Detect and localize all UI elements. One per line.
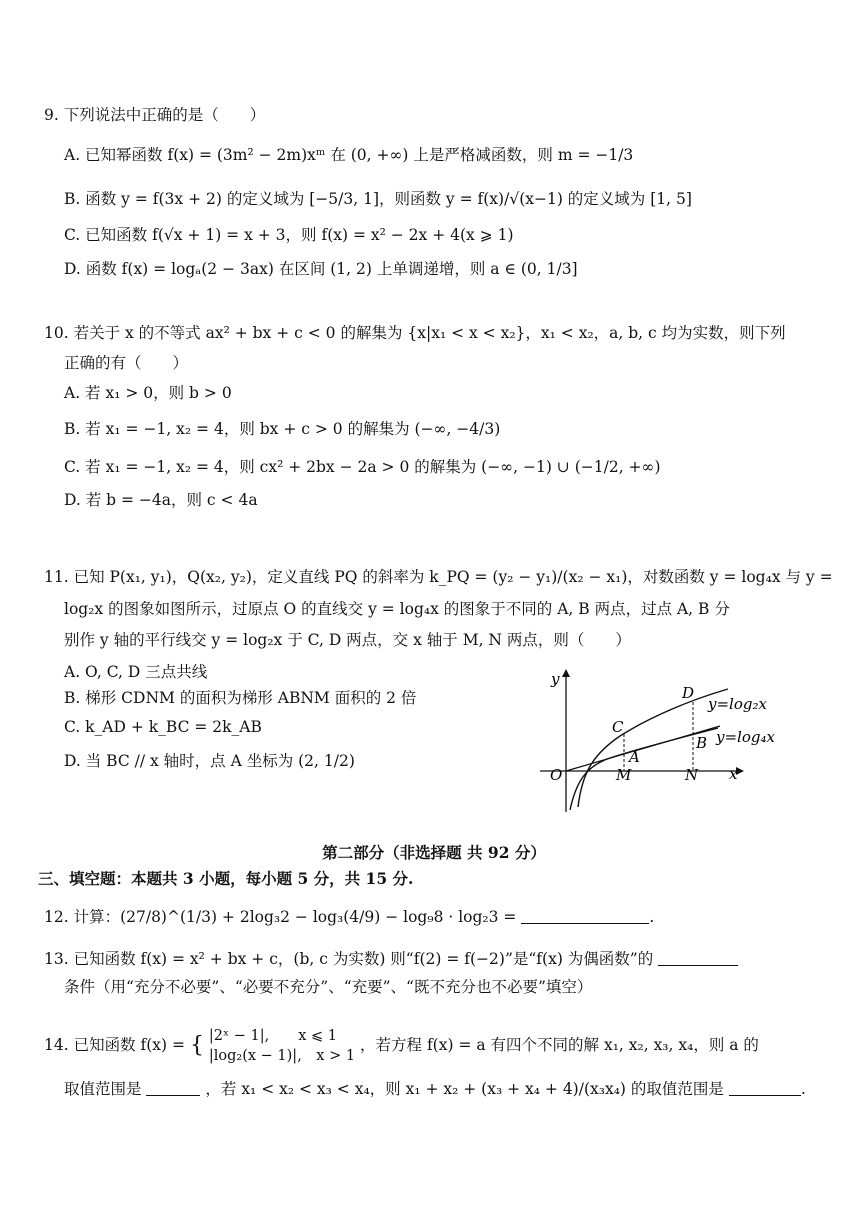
y-axis-arrow bbox=[562, 669, 570, 677]
q10-option-b: B. 若 x₁ = −1, x₂ = 4，则 bx + c > 0 的解集为 (−∞, −4/3) bbox=[64, 420, 501, 438]
point-b-label: B bbox=[696, 734, 708, 752]
log-graph-figure bbox=[530, 662, 790, 822]
point-m-label: M bbox=[616, 766, 632, 784]
part2-title: 第二部分（非选择题 共 92 分） bbox=[322, 843, 546, 862]
origin-label: O bbox=[550, 766, 563, 784]
point-c-label: C bbox=[612, 718, 624, 736]
q10-stem-line2: 正确的有（ ） bbox=[64, 354, 189, 372]
q9-stem: 9. 下列说法中正确的是（ ） bbox=[44, 106, 266, 124]
q12-text: 12. 计算：(27/8)^(1/3) + 2log₃2 − log₃(4/9) − log₉8 · log₂3 = bbox=[44, 908, 517, 926]
q14-case2: |log₂(x − 1)|, x > 1 bbox=[208, 1048, 356, 1064]
q12-answer-blank[interactable] bbox=[521, 907, 649, 924]
q10-option-c: C. 若 x₁ = −1, x₂ = 4，则 cx² + 2bx − 2a > 0 的解集为 (−∞, −1) ∪ (−1/2, +∞) bbox=[64, 458, 661, 476]
curve-log4-label: y=log₄x bbox=[716, 728, 775, 746]
q9-option-a: A. 已知幂函数 f(x) = (3m² − 2m)xᵐ 在 (0, +∞) 上是严格减函数，则 m = −1/3 bbox=[64, 146, 634, 164]
q14-answer-blank-2[interactable] bbox=[729, 1079, 801, 1096]
q11-option-d: D. 当 BC // x 轴时，点 A 坐标为 (2, 1/2) bbox=[64, 752, 355, 770]
q11-stem-line3: 别作 y 轴的平行线交 y = log₂x 于 C, D 两点，交 x 轴于 M, N 两点，则（ ） bbox=[64, 631, 631, 649]
q14-line2 bbox=[64, 1078, 806, 1100]
q14-line2a: 取值范围是 bbox=[64, 1080, 142, 1098]
q10-option-a: A. 若 x₁ > 0，则 b > 0 bbox=[64, 384, 232, 402]
q14-cases bbox=[209, 1026, 355, 1066]
q11-stem-line2: log₂x 的图象如图所示，过原点 O 的直线交 y = log₄x 的图象于不同的 A, B 两点，过点 A, B 分 bbox=[64, 600, 730, 618]
q13-line1 bbox=[44, 948, 738, 970]
q11-stem-line1: 11. 已知 P(x₁, y₁)，Q(x₂, y₂)，定义直线 PQ 的斜率为 k_PQ = (y₂ − y₁)/(x₂ − x₁)，对数函数 y = log₄x 与 y = bbox=[44, 568, 833, 586]
point-a-label: A bbox=[629, 748, 640, 766]
q13-text1: 13. 已知函数 f(x) = x² + bx + c，(b, c 为实数) 则“f(2) = f(−2)”是“f(x) 为偶函数”的 bbox=[44, 950, 654, 968]
q14-prefix: 14. 已知函数 f(x) = bbox=[44, 1036, 185, 1054]
q14-answer-blank-1[interactable] bbox=[146, 1079, 200, 1096]
curve-log2-label: y=log₂x bbox=[708, 695, 767, 713]
q14-suffix: ，若方程 f(x) = a 有四个不同的解 x₁, x₂, x₃, x₄，则 a 的 bbox=[360, 1036, 759, 1054]
q13-answer-blank[interactable] bbox=[658, 949, 738, 966]
point-d-label: D bbox=[682, 684, 695, 702]
q10-stem-line1: 10. 若关于 x 的不等式 ax² + bx + c < 0 的解集为 {x|x₁ < x < x₂}，x₁ < x₂，a, b, c 均为实数，则下列 bbox=[44, 324, 786, 342]
q12-end: . bbox=[649, 908, 655, 926]
x-axis-label: x bbox=[729, 765, 738, 783]
q9-option-c: C. 已知函数 f(√x + 1) = x + 3，则 f(x) = x² − 2x + 4(x ⩾ 1) bbox=[64, 226, 514, 244]
section-title: 三、填空题：本题共 3 小题，每小题 5 分，共 15 分. bbox=[38, 869, 414, 888]
q14-case1: |2ˣ − 1|, x ⩽ 1 bbox=[208, 1028, 337, 1044]
q9-option-d: D. 函数 f(x) = logₐ(2 − 3ax) 在区间 (1, 2) 上单调递增，则 a ∈ (0, 1/3] bbox=[64, 260, 578, 278]
q11-option-c: C. k_AD + k_BC = 2k_AB bbox=[64, 718, 262, 736]
q13-line2: 条件（用“充分不必要”、“必要不充分”、“充要”、“既不充分也不必要”填空） bbox=[64, 978, 593, 996]
q11-option-b: B. 梯形 CDNM 的面积为梯形 ABNM 面积的 2 倍 bbox=[64, 689, 417, 707]
q10-option-d: D. 若 b = −4a，则 c < 4a bbox=[64, 491, 258, 509]
q14-brace: { bbox=[189, 1033, 204, 1058]
q9-option-b: B. 函数 y = f(3x + 2) 的定义域为 [−5/3, 1]，则函数 y = f(x)/√(x−1) 的定义域为 [1, 5] bbox=[64, 190, 692, 208]
y-axis-label: y bbox=[551, 670, 560, 688]
q14-end: . bbox=[800, 1080, 806, 1098]
point-n-label: N bbox=[685, 766, 699, 784]
q14-line1 bbox=[44, 1026, 759, 1066]
q14-line2b: ，若 x₁ < x₂ < x₃ < x₄，则 x₁ + x₂ + (x₃ + x₄ + 4)/(x₃x₄) 的取值范围是 bbox=[205, 1080, 724, 1098]
q12-line bbox=[44, 906, 654, 928]
q11-option-a: A. O, C, D 三点共线 bbox=[64, 663, 208, 681]
